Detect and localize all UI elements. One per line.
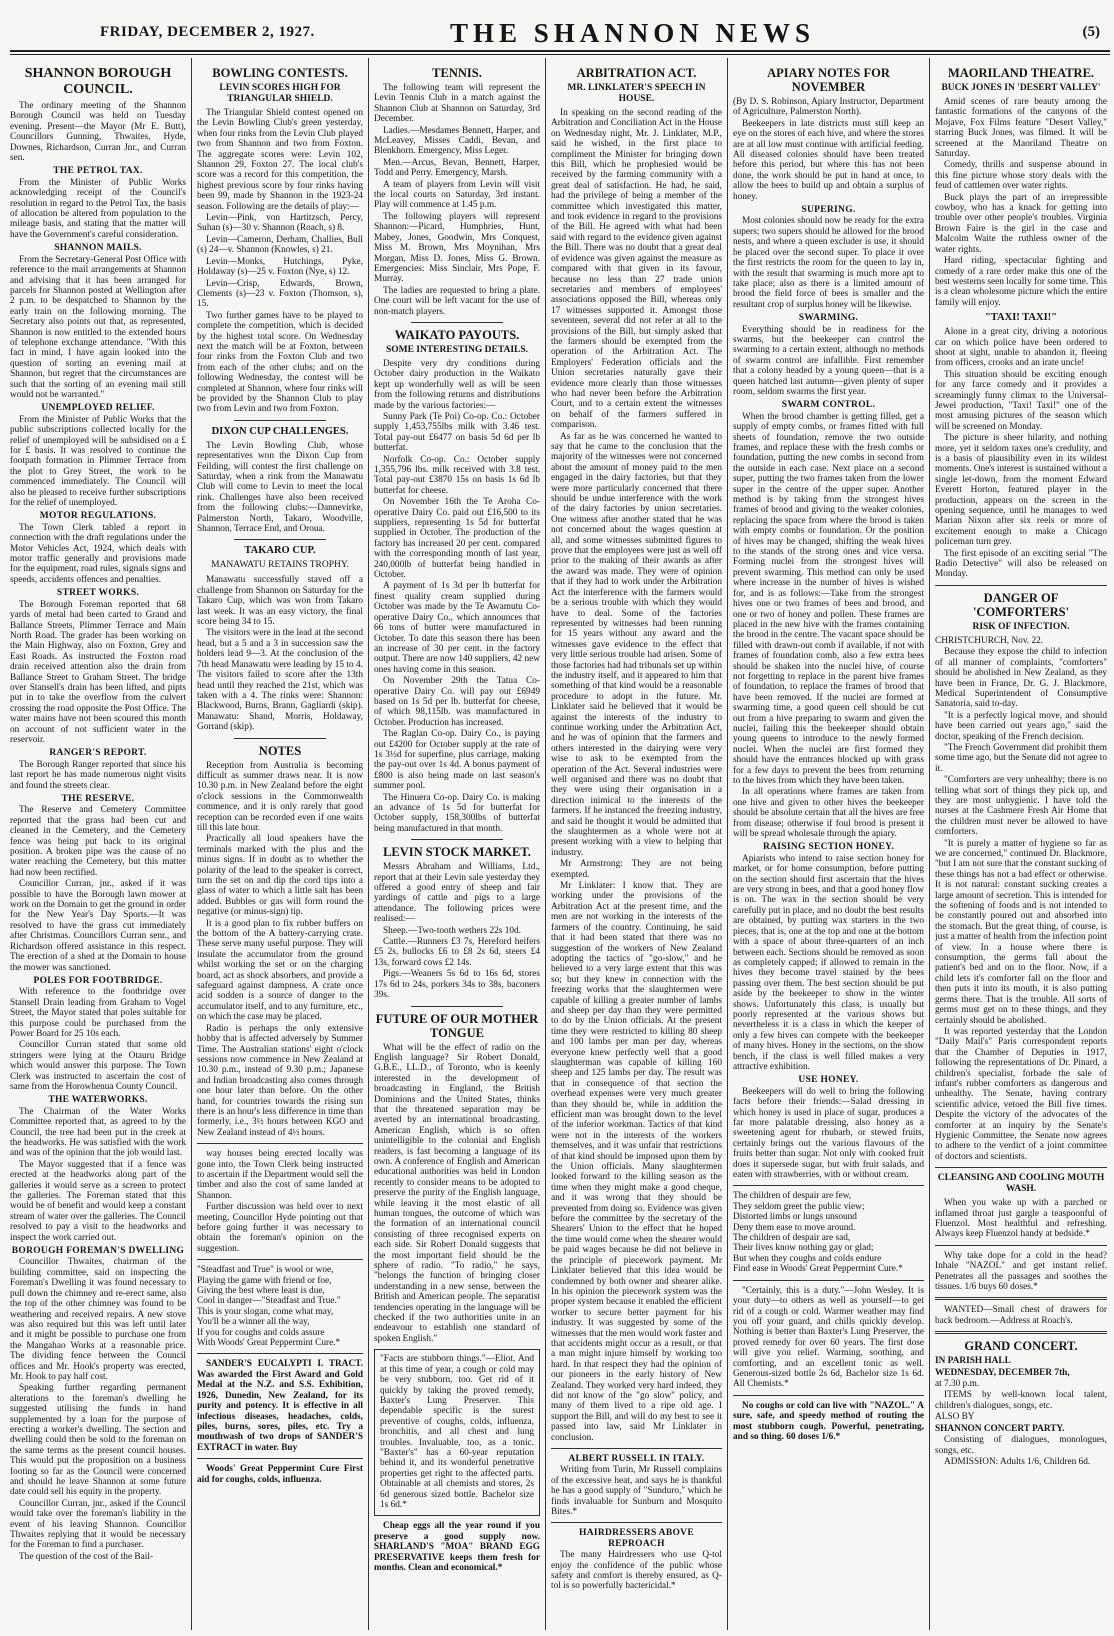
paragraph: The Town Clerk tabled a report in connection with the draft regulations under the Motor Vehicles Act, 1924, which deals with motor traffic generally and provisions made for the equipment, road rules, signals signs and speeds, accidents offences and penalties. xyxy=(10,522,186,585)
paragraph: From the Minister of Public Works acknowledging receipt of the Council's resolution in regard to the Petrol Tax, the basis of allocation be altered from population to the mileage basis, and stating that the matter will have the Government's careful consideration. xyxy=(10,177,186,240)
paragraph: On November 16th the Te Aroha Co-operative Dairy Co. paid out £16,500 to its suppliers, representing 1s 5d for butterfat supplied in October. The production of the factory has increased 20 per cent. compared with the corresponding month of last year, 240,000lb of butterfat being handled in October. xyxy=(374,497,540,581)
verse-line: You'll be a winner all the way, xyxy=(197,1317,310,1328)
paragraph: The Borough Ranger reported that since his last report he has made numerous night visits and found the streets clear. xyxy=(10,759,186,791)
paragraph: The ordinary meeting of the Shannon Borough Council was held on Tuesday evening. Present—the Mayor (Mr E. Butt), Councillors Gunning, Thwaites, Hyde, Downes, Richardson, Curran Jnr., and Curran sen. xyxy=(10,101,186,164)
section-heading: "TAXI! TAXI!" xyxy=(984,312,1058,324)
verse-line: They seldom greet the public view; xyxy=(733,1201,865,1212)
paragraph: Councillor Curran, jnr., asked if it was possible to have the Borough lawn mower at work on the Domain to get the ground in order for the New Year's Day Sports.—It was resolved to have the grass cut immediately after Christmas. Councillors Curran senr., and Richardson offered assistance in this respect. The erection of a shed at the Domain to house the mower was sanctioned. xyxy=(10,879,186,973)
paragraph: Radio is perhaps the only extensive hobby that is affected adversely by Summer Time. The Australian stations' eight o'clock sessions now commence in New Zealand at 10.30 p.m., instead of 9.30 p.m.; Japanese and Indian broadcasting also comes through one hour later than before. On the other hand, for countries towards the rising sun there is an hour's less difference in time than formerly, i.e., 3½ hours between KGO and New Zealand instead of 4½ hours. xyxy=(197,1023,363,1138)
section-heading: TAKARO CUP. xyxy=(244,545,316,557)
paragraph: Sunny Park (Te Poi) Co-op. Co.: October supply 1,453,755lbs milk with 3.46 test. Total pay-out £6477 on basis 5d 6d per lb butterfat. xyxy=(374,411,540,454)
column-rule xyxy=(727,58,728,1630)
paragraph: "Comforters are very unhealthy; there is no telling what sort of things they pick up, and they are most unhygienic. I have told the nurses at the Cashmere Fresh Air Home that the children must never be allowed to have comforters. xyxy=(935,775,1107,838)
verse-line: The children of despair are sad, xyxy=(733,1233,851,1244)
paragraph: Sheep.—Two-tooth wethers 22s 10d. xyxy=(383,925,522,936)
paragraph: Levin—Pink, von Hartitzsch, Percy, Suhan (s)—30 v. Shannon (Roach, s) 8. xyxy=(197,213,363,234)
column-rule xyxy=(929,58,930,1630)
paragraph: Levin—Cameron, Derham, Challies, Bull (s) 24—v. Shannon (Knowles, s) 21. xyxy=(197,234,363,256)
article-title: BOWLING CONTESTS. xyxy=(212,66,348,80)
paragraph: Alone in a great city, driving a notorious car on which police have been ordered to shoot at sight, unable to abandon it, fleeing from officers, crooks and an irate uncle! xyxy=(935,327,1107,369)
advert-text: No coughs or cold can live with "NAZOL." A sure, safe, and speedy method of routing the most stubborn cough. Powerful, penetrating, and so thing. 60 doses 1/6.* xyxy=(733,1400,924,1442)
section-heading: SWARM CONTROL. xyxy=(781,400,876,411)
concert-line: IN PARISH HALL xyxy=(935,1356,1011,1367)
paragraph: The visitors were in the lead at the second head, but a 5 and a 3 in succession saw the holders lead 9—3. At the conclusion of the 7th head Manawatu were leading by 15 to 4. The visitors failed to score after the 13th head until they reached the 21st, which was taken with a 4. The rinks were: Shannon: Blackwood, Burns, Brann, Gagliardi (skip). Manawatu: Shand, Morris, Holdaway, Gorrand (skip). xyxy=(197,628,363,733)
paragraph: Amid scenes of rare beauty among the fantastic formations of the canyons of the Mojave, Fox Films feature "Desert Valley," starring Buck Jones, was filmed. It will be screened at the Maoriland Theatre on Saturday. xyxy=(935,97,1107,160)
article-title: LEVIN STOCK MARKET. xyxy=(383,845,531,860)
paragraph: A team of players from Levin will visit the local courts on Saturday, 3rd instant. Play will commence at 1.45 p.m. xyxy=(374,179,540,211)
paragraph: The question of the cost of the Bail- xyxy=(19,1551,153,1562)
section-heading: RANGER'S REPORT. xyxy=(49,748,147,759)
paragraph: Hard riding, spectacular fighting and comedy of a rare order make this one of the best westerns seen locally for some time. This is a clean wholesome picture which the entire family will enjoy. xyxy=(935,256,1107,308)
paragraph: Writing from Turin, Mr Russell complains of the excessive heat, and says he is thankful he has a good supply of "Sunduro," which he finds invaluable for Sunburn and Mosquito Bites.* xyxy=(551,1465,722,1518)
paragraph: Ladies.—Mesdames Bennett, Harper, and McLeavey, Misses Caddi, Bevan, and Blenkhorn. Emergency, Miss Leger. xyxy=(374,125,540,157)
paragraph: Cattle.—Runners £3 7s, Hereford heifers £5 2s, bullocks £6 to £8 2s 6d, steers £4 13s, forward cows £2 14s. xyxy=(374,937,540,968)
paragraph: The ladies are requested to bring a plate. One court will be left vacant for the use of non-match players. xyxy=(374,285,540,317)
section-heading: BOROUGH FOREMAN'S DWELLING xyxy=(11,1246,185,1257)
paragraph: This situation should be exciting enough for any farce comedy and it provides a screamingly funny climax to the Universal-Jewel production, "Taxi! Taxi!" one of the most amusing pictures of the season which will be screened on Monday. xyxy=(935,369,1107,432)
section-heading: RAISING SECTION HONEY. xyxy=(762,842,895,853)
paragraph: Men.—Arcus, Bevan, Bennett, Harper, Todd and Perry. Emergency, Marsh. xyxy=(374,157,540,179)
section-heading: HAIRDRESSERS ABOVE REPROACH xyxy=(579,1528,694,1549)
paragraph: The Triangular Shield contest opened on the Levin Bowling Club's green yesterday, when four rinks from the Levin Club played two from Shannon and two from Foxton. The aggregate scores were: Levin 102, Shannon 29, Foxton 27. The local club's score was a record for this competition, the highest previous score by four rinks having been 99, made by Shannon in the 1923-24 season. Following are the details of play:— xyxy=(197,108,363,212)
column-5 xyxy=(733,62,924,1628)
section-heading: MOTOR REGULATIONS. xyxy=(39,511,157,522)
verse-line: Find ease in Woods' Great Peppermint Cure.* xyxy=(733,1264,903,1275)
verse-line: With Woods' Great Peppermint Cure.* xyxy=(197,1338,341,1349)
column-rule xyxy=(368,58,369,1630)
paragraph: Pigs.—Weaners 5s 6d to 16s 6d, stores 17s 6d to 24s, porkers 34s to 38s, baconers 39s. xyxy=(374,969,540,1001)
concert-line: at 7.30 p.m. xyxy=(935,1379,980,1390)
section-heading: ALBERT RUSSELL IN ITALY. xyxy=(568,1454,705,1464)
verse-line: Cool in danger—"Steadfast and True." xyxy=(197,1296,341,1307)
paragraph: ITEMS by well-known local talent, children's dialogues, songs, etc. xyxy=(935,1390,1107,1411)
paragraph: Mr Linklater: I know that. They are working under the provisions of the Arbitration Act at the present time, and the men are not working in the interests of the farmers of the country. Continuing, he said that it had been stated that there was no suggestion of the workers of New Zealand adopting the tactics of "go-slow," and he believed to a very large extent that this was so; but they knew in connection with the freezing works that the slaughtermen were capable of killing a greater number of lambs and sheep per day than they were permitted to do by the Union officials. At the present time they were restricted to killing 80 sheep and 100 lambs per man per day, whereas everyone knew perfectly well that a good slaughterman was capable of killing 160 sheep and 125 lambs per day. The result was that in consequence of that section the overhead expenses were very much greater than they should be, while in addition the efficient man was brought down to the level of the inferior workman. Tactics of that kind were not in the interests of the workers themselves, and it was unfair that restrictions of that kind should be imposed upon them by the Union officials. Many slaughtermen looked forward to the killing season as the time when they might make a good cheque, and it was wrong that they should be prevented from doing so. Evidence was given before the committee by the secretary of the Shearers' Union to the effect that he hoped the time would come when the shearer would be paid wages because he did not believe in the principle of piecework payment. Mr Linklater believed that this idea would be condemned by both owner and shearer alike. In his opinion the piecework system was the proper system because it enabled the efficient worker to secure better payment for his industry. It was suggested by some of the witnesses that the men would work faster and that accidents might occur as a result, or that a man might injure himself by working too hard. In that respect they had the opinion of our pioneers in the early history of New Zealand. They worked very hard indeed, they did not know of the "go slow" policy, and many of them lived to a ripe old age. I support the Bill, and will do my best to see it passed into law, said Mr Linklater in conclusion. xyxy=(551,881,722,1443)
paragraph: Manawatu successfully staved off a challenge from Shannon on Saturday for the Takaro Cup, which was won from Takaro last week. It was an easy victory, the final score being 34 to 15. xyxy=(197,575,363,628)
section-heading: SUPERING. xyxy=(801,205,856,216)
column-rule xyxy=(191,58,192,1630)
section-heading: STREET WORKS. xyxy=(56,588,140,599)
paragraph: Levin—Crisp, Edwards, Brown, Clements (s)—23 v. Foxton (Thomson, s), 15. xyxy=(197,278,363,310)
page-number: (5) xyxy=(1082,24,1100,40)
paragraph: With reference to the footbridge over Stansell Drain leading from Graham to Vogel Street, the Mayor stated that poles suitable for this purpose could be purchased from the Power Board for 25 10s each. xyxy=(10,987,186,1039)
verse-line: "Steadfast and True" is wool or woe, xyxy=(197,1265,334,1276)
paragraph: Comedy, thrills and suspense abound in this fine picture whose story deals with the feud of cattlemen over water rights. xyxy=(935,160,1107,192)
column-1 xyxy=(10,62,186,1628)
section-heading: POLES FOR FOOTBRIDGE. xyxy=(33,975,163,986)
paragraph: Levin—Monks, Hutchings, Pyke, Holdaway (s)—25 v. Foxton (Nye, s) 12. xyxy=(197,256,363,278)
paragraph: The Borough Foreman reported that 68 yards of metal had been carted to Grand and Ballance Streets, Plimmer Terrace and Main North Road. The grader has been working on the Main Highway, also on Foxton, Grey and East Roads. As instructed the Foxton road drain received attention also the drain from Ballance Street to Graham Street. The bridge over Stansell's drain has been lifted, and pipts put in to take the overflow from the culvert crossing the road opposite the Post Office. The water mains have not been scoured this month on account of not sufficient water in the reservoir. xyxy=(10,599,186,745)
advert-text: "Facts are stubborn things."—Eliot. And at this time of year, a cough or cold may be very stubborn, too. Get rid of it quickly by taking the proved remedy, Baxter's Lung Preserver. This dependable specific is the surest preventive of coughs, colds, influenza, bronchitis, and all chest and lung troubles. Invaluable, too, as a tonic. "Baxter's" has a 60-year reputation behind it, and its wonderful penetrative properties get right to the affected parts. Obtainable at all chemists and stores, 2s 6d generous sized bottle. Bachelor size 1s 6d.* xyxy=(380,1354,534,1510)
concert-line: ALSO BY xyxy=(935,1412,975,1423)
section-heading: THE WATERWORKS. xyxy=(48,1095,148,1106)
column-rule xyxy=(545,58,546,1630)
paragraph: When the brood chamber is getting filled, get a supply of empty combs, or frames fitted with full sheets of foundation, remove the two outside frames, and replace these with the fresh combs or foundation, putting the new combs in second from the outside in each case. Next place on a second super, putting the two frames taken from the lower super in the centre of the upper super. Another method is by taking from the strongest hives frames of brood and giving to the weaker colonies, replacing the space from where the brood is taken with empty combs or foundation. Or the position of hives may be changed, shifting the weak hives to the stands of the strong ones and vice versa. Forming nuclei from the strongest hives will prevent swarming. This method can only be used where increase in the number of hives is wished for, and is as follows:—Take from the strongest hives one or two frames of bees and brood, and one or two of honey and pollen. These frames are placed in the new hive with the frames containing the brood in the centre. The vacant space should be filled with drawn-out comb if available, if not with frames of foundation comb, also a few extra bees should be shaken into the nuclei hive, of course not forgetting to replace in the parent hive frames of foundation, to replace the frames of brood that have been removed. If the nuclei are formed at swarming time, a good queen cell should be cut out from a hive preparing to swarm and given the nuclei, failing this the beekeeper should obtain young queens to introduce to the newly formed nuclei. When the nuclei are first formed they should have the entrances blocked up with grass for a few days to prevent the bees from returning to the hives from which they have been taken. xyxy=(733,411,924,786)
paragraph: Despite very dry conditions during October dairy production in the Waikato kept up wonderfully well as will be seen from the following returns and distributions made by the various factories:— xyxy=(374,358,540,411)
advert-verse xyxy=(197,1265,363,1348)
article-title: TENNIS. xyxy=(432,66,482,80)
paragraph: Apiarists who intend to raise section honey for market, or for home consumption, before putting on the section should first ascertain that the hives are very strong in bees, and that a good honey flow is on. The wax in the section should be very carefully put in place, and no doubt the best results are obtained, by putting wax starters in the two pieces, that is, one at the top and one at the bottom with a space of about three-quarters of an inch between each. Sections should be removed as soon as completely capped; if allowed to remain in the hives they become travel stained by the bees passing over them. The best section should be put aside by the beekeeper to show in the winter shows. Unfortunately this class, is usually but poorly represented at the various shows but nevertheless it is a class in which the keeper of only a few hives can compete with the beekeeper of many hives. Honey in the sections, on the show bench, if the class is well filled makes a very attractive exhibition. xyxy=(733,853,924,1072)
concert-title: GRAND CONCERT. xyxy=(964,1339,1078,1354)
dateline: CHRISTCHURCH, Nov. 22. xyxy=(935,635,1044,646)
advert-box xyxy=(374,1349,540,1516)
paragraph: way houses being erected locally was gone into, the Town Clerk being instructed to ascertain if the Department would sell the timber and also the cost of same landed at Shannon. xyxy=(197,1149,363,1201)
paragraph: The Reserve and Cemetery Committee reported that the grass had been cut and cleaned in the Cemetery, and the Cemetery fence was being put back to its original position. A broken pipe was the cause of no water reaching the Cemetery, but this matter had now been rectified. xyxy=(10,805,186,878)
paragraph: Reception from Australia is becoming difficult as summer draws near. It is now 10.30 p.m. in New Zealand before the eight o'clock sessions in the Commonwealth commence, and it is only rarely that good reception can be recorded even if one waits till this late hour. xyxy=(197,760,363,833)
article-title: APIARY NOTES FOR NOVEMBER xyxy=(767,66,890,94)
byline: (By D. S. Robinson, Apiary Instructor, Department of Agriculture, Palmerston North). xyxy=(733,97,924,118)
section-heading: UNEMPLOYED RELIEF. xyxy=(41,403,155,414)
paragraph: The Hinuera Co-op. Dairy Co. is making an advance of 1s 5d for butterfat for October supply, 158,300lbs of butterfat being manufactured in that month. xyxy=(374,792,540,834)
classified-ad: WANTED—Small chest of drawers for back bedroom.—Address at Roach's. xyxy=(935,1305,1107,1326)
paragraph: On November 29th the Tatua Co-operative Dairy Co. will pay out £6949 based on 1s 5d per lb. butterfat for cheese, of which 98,115lb. was manufactured in October. Production has increased. xyxy=(374,676,540,728)
advert-text: "Certainly, this is a duty."—John Wesley. It is your duty—to others as well as yourself—to get rid of a cough or cold. Warmer weather may find you off your guard, and chills quickly develop. Nothing is better than Baxter's Lung Preserver, the proved remedy for over 60 years. The first dose will give you relief. Warming, soothing, and comforting, and an excellent tonic as well. Generous-sized bottle 2s 6d, Bachelor size 1s 6d. All Chemists.* xyxy=(733,1285,924,1390)
paragraph: Consisting of dialogues, monologues, songs, etc. xyxy=(935,1435,1107,1456)
verse-line: The children of despair are few, xyxy=(733,1191,852,1202)
verse-line: Playing the game with friend or foe, xyxy=(197,1275,332,1286)
verse-line: This is your slogan, come what may, xyxy=(197,1306,334,1317)
paragraph: "It is purely a matter of hygiene so far as we are concerned," continued Dr. Blackmore, "but I am not sure that the constant sucking of these things has not a bad effect or otherwise. It is not natural: constant sucking creates a large amount of secretion. This is intended for the softening of foods and is not intended to be constantly poured out and absorbed into the stomach. But the great thing, of course, is just a matter of health from the infection point of view. In a house where there is consumption, the germs fall about the patient's bed and on to the floor. Now, if a child lets it's comforter fall on the floor and then puts it into its mouth, it is also putting germs there. That is the trouble. All sorts of germs must get on to these things, and they certainly should be abolished. xyxy=(935,838,1107,1026)
paragraph: Because they expose the child to infection of all manner of complaints, "comforters" should be abolished in New Zealand, as they have been in France, Dr. G. J. Blackmore, Medical Superintendent of Consumptive Sanatoria, said to-day. xyxy=(935,647,1107,710)
section-heading: CLEANSING AND COOLING MOUTH WASH. xyxy=(937,1173,1105,1195)
paragraph: Buck plays the part of an irrepressible cowboy, who has a knack for getting into trouble over other people's troubles. Virginia Brown Faire is the girl in the case and Malcolm Waite the ruthless owner of the water rights. xyxy=(935,192,1107,255)
article-subtitle: RISK OF INFECTION. xyxy=(972,621,1070,632)
section-subtitle: MANAWATU RETAINS TROPHY. xyxy=(211,560,349,571)
advert-text: Woods' Great Peppermint Cure First aid for coughs, colds, influenza. xyxy=(197,1464,363,1485)
verse-line: But when they coughs and colds endure xyxy=(733,1253,882,1264)
paragraph: Councillor Curran, jnr., asked if the Council would take over the foreman's liability in the event of his leaving Shannon. Councillor Thwaites replying that it would be necessary for the Foreman to find a purchaser. xyxy=(10,1498,186,1551)
section-heading: SWARMING. xyxy=(798,313,859,324)
paragraph: ADMISSION: Adults 1/6, Children 6d. xyxy=(944,1456,1091,1467)
paragraph: Councillor Thwaites, chairman of the building committee, said on inspecting the Foreman's Dwelling it was found necessary to pull down the chimney and re-erect same, also the top of the other chimney was found to be weathering and received repairs. A new stove was also required but this was left until later and it might be possible to purchase one from the Mangahao Works at a reasonable price. The dividing fence between the Council offices and Mr. Hook's property was erected, Mr. Hook to pay half cost. xyxy=(10,1257,186,1382)
verse-line: Distorted limbs or lungs unsound xyxy=(733,1212,857,1223)
paragraph: Beekeepers in late districts must still keep an eye on the stores of each hive, and where the stores are at all low must continue with artificial feeding. All diseased colonies should have been treated before this period, but where this has not been done, the work should be put in hand at once, to allow the bees to build up and obtain a surplus of honey. xyxy=(733,118,924,202)
section-heading: THE RESERVE. xyxy=(61,794,135,804)
column-6 xyxy=(935,62,1107,1628)
paragraph: In all operations where frames are taken from one hive and given to other hives the beekeeper should be absolute certain that all the hives are free from disease; otherwise if foul brood is present it will be spread wholesale through the apiary. xyxy=(733,787,924,840)
paragraph: The following team will represent the Levin Tennis Club in a match against the Shannon Club at Shannon on Saturday, 3rd December. xyxy=(374,83,540,125)
newspaper-title: THE SHANNON NEWS xyxy=(450,18,816,48)
paragraph: Councillor Curran stated that some old stringers were lying at the Otauru Bridge which would answer this purpose. The Town Clerk was instructed to ascertain the cost of same from the Horowhenua County Council. xyxy=(10,1040,186,1092)
paragraph: Everything should be in readiness for the swarms, but the beekeeper can control the swarming to a certain extent, although no methods of swarm control are infallible. First remember that a colony headed by a young queen—that is a queen hatched last autumn—given plenty of super room, seldom swarms the first year. xyxy=(733,324,924,397)
article-subtitle: MR. LINKLATER'S SPEECH IN HOUSE. xyxy=(567,83,706,104)
column-4 xyxy=(551,62,722,1628)
article-subtitle: LEVIN SCORES HIGH FOR TRIANGULAR SHIELD. xyxy=(219,83,341,104)
paragraph: Further discussion was held over to next meeting, Councillor Hyde pointing out that before going further it was necessary to obtain the foreman's opinion on the suggestion. xyxy=(197,1202,363,1254)
issue-date: FRIDAY, DECEMBER 2, 1927. xyxy=(100,24,315,40)
paragraph: Speaking further regarding permanent alterations to the foreman's dwelling he suggested utilising the funds in hand supplemented by a loan for the purpose of erecting a worker's dwelling. The section and dwelling could then be sold to the foreman on the same terms as the present council houses. This would put the proposition on a business footing so far as the Council were concerned and should he leave Shannon at some future date could sell his equity in the property. xyxy=(10,1383,186,1498)
paragraph: It is a good plan to fix rubber buffers on the bottom of the A battery-carrying crate. These serve many useful purpose. They will insulate the accumulator from the ground whilst working the set or on the charging board, act as shock absorbers, and provide a safeguard against dampness. A crate once acid sodden is a source of danger to the accumulator itself, and to any furniture, etc., on which the case may be placed. xyxy=(197,918,363,1023)
paragraph: "It is a perfectly logical move, and should have been carried out years ago," said the doctor, speaking of the French decision. xyxy=(935,710,1107,742)
masthead-rule-thin xyxy=(10,54,1110,55)
paragraph: From the Secretary-General Post Office with reference to the mail arrangements at Shannon and advising that it has been arranged for parcels for Shannon posted at Wellington after 2 p.m. to be despatched to Shannon by the early train on the following morning. The Secretary also points out that, as represented, Shannon is now entitled to the extended hours of telephone exchange attendance. "With this fact in mind, I have again looked into the question of sorting an evening mail at Shannon, but regret that the circumstances are such that the sorting of an evening mail still would not be warranted." xyxy=(10,254,186,400)
paragraph: The Chairman of the Water Works Committee reported that, as agreed to by the Council, the tree had been put in the creek at the headworks. He was satisfied with the work and was of the opinion that the job would last. xyxy=(10,1106,186,1159)
paragraph: Beekeepers will do well to bring the following facts before their friends:—Salad dressing in which honey is used in place of sugar, produces a far more palatable dressing, also honey as a sweetening agent for rhubarb, or stewed fruits, certainly brings out the various flavours of the fruits better than sugar. Not only with cooked fruit does it supersede sugar, but with fruit salads, and eaten with strawberries, with or without cream. xyxy=(733,1086,924,1181)
paragraph: Two further games have to be played to complete the competition, which is decided by the highest total score. On Wednesday next the match will be at Foxton, between four rinks from the Foxton Club and two from each of the other clubs; and on the following Wednesday, the contest will be completed at Shannon, where four rinks will be provided by the Shannon Club to play two from Levin and two from Foxton. xyxy=(197,310,363,415)
paragraph: "The French Government did prohibit them some time ago, but the Senate did not agree to it. xyxy=(935,742,1107,774)
advert-text: SANDER'S EUCALYPTI I. TRACT. Was awarded the First Award and Gold Medal at the N.Z. and S.S. Exhibition, 1926, Dunedin, New Zealand, for its purity and potency. It is effective in all infectious diseases, headaches, colds, piles, burns, sores, piles, etc. Try a mouthwash of two drops of SANDER'S EXTRACT in water. Buy xyxy=(197,1359,363,1453)
advert-verse xyxy=(733,1191,924,1274)
masthead-rule xyxy=(10,50,1110,52)
section-heading: DIXON CUP CHALLENGES. xyxy=(211,425,349,437)
concert-line: SHANNON CONCERT PARTY. xyxy=(935,1423,1065,1434)
verse-line: Their lives know nothing gay or glad; xyxy=(733,1243,874,1254)
paragraph: The Mayor suggested that if a fence was erected at the headworks along part of the galleries it would serve as a screen to protect the galleries. The Foreman stated that this would be of benefit and would keep a constant stream of water over the galleries. The Council resolved to pay a visit to the headworks and inspect the work carried out. xyxy=(10,1159,186,1243)
article-title: FUTURE OF OUR MOTHER TONGUE xyxy=(375,1011,539,1040)
article-title: DANGER OF 'COMFORTERS' xyxy=(972,590,1070,619)
paragraph: The many Hairdressers who use Q-tol enjoy the confidence of the public whose safety and comfort is thereby ensured, as Q-tol is so powerfully bactericidal.* xyxy=(551,1550,722,1592)
section-heading: SHANNON MAILS. xyxy=(54,243,142,254)
paragraph: The Raglan Co-op. Dairy Co., is paying out £4200 for October supply at the rate of 1s 3½d for superfine, plus carriage, making the pay-out over 1s 4d. A bonus payment of £800 is also being made on last season's summer pool. xyxy=(374,729,540,792)
advert-text: Why take dope for a cold in the head? Inhale "NAZOL" and get instant relief. Penetrates all the passages and soothes the tissues. 1/6 buys 60 doses.* xyxy=(935,1250,1107,1293)
section-heading: NOTES xyxy=(258,743,302,758)
article-title: WAIKATO PAYOUTS. xyxy=(394,327,520,342)
concert-line: WEDNESDAY, DECEMBER 7th, xyxy=(935,1367,1070,1378)
article-subtitle: SOME INTERESTING DETAILS. xyxy=(385,344,529,355)
paragraph: A payment of 1s 3d per lb butterfat for finest quality cream supplied during October was made by the Te Awamutu Co-operative Dairy Co., which announces that 66 tons of butter were manufactured in October. To date this season there has been an increase of 30 per cent. in the factory output. There are now 140 suppliers, 42 new ones having come in this season. xyxy=(374,581,540,675)
article-title: MAORILAND THEATRE. xyxy=(947,66,1095,80)
paragraph: In speaking on the second reading of the Arbitration and Conciliation Act in the House on Wednesday night, Mr. J. Linklater, M.P., said he wished, in the first place to compliment the Minister for bringing down this Bill, which he prophesied would be received by the farming community with a great deal of satisfaction. He had, he said, had the privilege of being a member of the committee which investigated this matter, and took evidence in regard to the provisions of the Bill. He agreed with what had been said with regard to the evidence given against the Bill. There was no doubt that a great deal of evidence was given against the measure as compared with that given in its favour, because no less than 27 trade union secretaries and members of employees' associations opposed the Bill, whereas only 17 witnesses supported it. Amongst those seventeen, several did not refer at all to the provisions of the Bill, but simply asked that the farmers should be exempted from the operation of the Arbitration Act. The Employers' Federation officials and the Union secretaries naturally gave their evidence more clearly than those witnesses who had never been before the Arbitration Court, and to a certain extent the witnesses on behalf of the farmers suffered in comparison. xyxy=(551,108,722,431)
paragraph: Practically all loud speakers have the terminals marked with the plus and the minus signs. If in doubt as to whether the polarity of the lead to the speaker is correct, turn the set on and dip the cord tips into a glass of water to which a little salt has been added. Bubbles or gas will form round the negative (or minus-sign) tip. xyxy=(197,834,363,918)
masthead xyxy=(100,20,1100,46)
paragraph: As far as he was concerned he wanted to say that he came to the conclusion that the majority of the witnesses were not concerned about the amount of money paid to the men engaged in the dairy factories, but that they were more particularly concerned that there should be undue interference with the work of the dairy factories by union secretaries. One witness after another stated that he was not concerned about the wages question at all, and some witnesses submitted figures to prove that the employees were just as well off prior to the making of their awards as after the award was made. They were of opinion that if they had to work under the Arbitration Act the interference with the farmers would be a serious trouble with which they would have to deal. Some of the factories represented by witnesses had been running for 15 years without any award and the witnesses gave evidence to the effect that very little serious trouble had arisen. Some of those factories had had tribunals set up within the industry itself, and it appeared to him that something of that kind would be a reasonable procedure to adopt in the future. Mr. Linklater said he believed that it would be against the interests of the industry to continue working under the Arbitration Act, and he was of opinion that the farmers and others interested in the dairying were very wise to ask to be exempted from the operation of the Act. Several industries were well organised and there was no doubt that they were using their organisation in a direction inimical to the interests of the farmers. If he instanced the freezing industry, and said he thought it would be admitted that the slaughtermen as a whole were not at present working with a view to helping that industry. xyxy=(551,431,722,858)
verse-line: If you for coughs and colds assure xyxy=(197,1327,325,1338)
article-title: ARBITRATION ACT. xyxy=(576,66,697,80)
paragraph: What will be the effect of radio on the English language? Sir Robert Donald, G.B.E., LL.D., of Toronto, who is keenly interested in the development of broadcasting in England, the British Dominions and the United States, thinks that the threatened separation may be averted by an international broadcasting. American English, which is so often unintelligible to the colonial and English readers, is fast becoming a language of its own. A conference of English and American educational authorities was held in London recently to consider means to be adopted to preserve the purity of the English language, while leaving it the most elastic of all human tongues, the outcome of which was the formation of an international council consisting of three recognised experts on each side. Sir Robert Donald suggests that the most important field should be the sphere of radio. "To radio," he says, "belongs the function of bringing closer understanding in a new sense, between the British and American people. The separatist tendencies operating in the language will be checked if the two authorities unite in an endeavour to establish one standard of spoken English." xyxy=(374,1042,540,1344)
paragraph: It was reported yesterday that the London "Daily Mail's" Paris correspondent reports that the Chamber of Deputies in 1917, following the representations of Dr. Pinard, a children's specialist, forbade the sale of infant's rubber comforters as dangerous and unhealthy. The Senate, having contrary scientific advice, vetoed the Bill five times. Despite the victory of the advocates of the comforter at an inquiry by the Senate's Hygienic Committee, the Senate now agrees to adhere to the verdict of a joint committee of doctors and scientists. xyxy=(935,1026,1107,1162)
section-heading: USE HONEY. xyxy=(798,1075,859,1086)
section-heading: THE PETROL TAX. xyxy=(53,166,143,177)
paragraph: Most colonies should now be ready for the extra supers; two supers should be allowed for the brood nests, and where a queen excluder is use, it should be placed over the second super. To place it over the first restricts the room for the queen to lay in, with the result that swarming is much more apt to take place; also as there is a limited amount of brood the field force of bees is smaller and the resultant crop of surplus honey will be likewise. xyxy=(733,216,924,310)
article-title: SHANNON BOROUGH COUNCIL. xyxy=(24,66,172,97)
verse-line: Deny them ease to move around. xyxy=(733,1222,856,1233)
paragraph: The picture is sheer hilarity, and nothing more, yet it seldom taxes one's credulity, and is a basis of plausibility even in its wildest moments. One's interest is sustained without a single let-down, from the moment Edward Everett Horton, featured player in the production, appears on the screen in the opening sequence, until he manages to wed Marian Nixon after six reels or more of excitement enough to make a Chicago policeman turn grey. xyxy=(935,433,1107,548)
paragraph: Messrs Abraham and Williams, Ltd., report that at their Levin sale yesterday they offered a good entry of sheep and fair yardings of cattle and pigs to a large attendance. The following prices were realised:— xyxy=(374,862,540,925)
paragraph: The Levin Bowling Club, whose representatives won the Dixon Cup from Feilding, will contest the first challenge on Saturday, when a rink from the Manawatu Club will come to Levin to meet the local rink. Challenges have also been received from the following clubs:—Dannevirke, Palmerston North, Takaro, Woodville, Shannon, Terrace End, and Oroua. xyxy=(197,440,363,535)
paragraph: From the Minister of Public Works that the public subscriptions collected locally for the relief of unemployed will be subsidised on a £ for £ basis. It was resolved to continue the footpath formation in Plimmer Terrace from the plot to Grey Street, the work to be commenced immediately. The Council will also be pleased to receive further subscriptions for the relief of unemployed. xyxy=(10,414,186,509)
column-2 xyxy=(197,62,363,1628)
paragraph: Norfolk Co-op. Co.: October supply 1,355,796 lbs. milk received with 3.8 test. Total pay-out £3870 15s on basis 1s 6d lb butterfat for cheese. xyxy=(374,454,540,496)
column-3 xyxy=(374,62,540,1628)
advert-text: When you wake up with a parched or inflamed throat just gargle a teaspoonful of Fluenzol. Most healthful and refreshing. Always keep Fluenzol handy at bedside.* xyxy=(935,1198,1107,1240)
advert-text: Cheap eggs all the year round if you preserve a good supply now. SHARLAND'S "MOA" BRAND EGG PRESERVATIVE keeps them fresh for months. Clean and economical.* xyxy=(374,1521,540,1573)
paragraph: Mr Armstrong: They are not being exempted. xyxy=(551,859,722,880)
verse-line: Giving the best where least is due, xyxy=(197,1286,325,1297)
paragraph: The following players will represent Shannon:—Picard, Humphries, Hunt, Mabey, Jones, Goodwin, Mrs Conquest, Miss M. Brown, Mrs Moynihan, Mrs Morgan, Miss D. Jones, Miss G. Brown. Emergencies: Miss Sinclair, Mrs Pope, F. Murray. xyxy=(374,211,540,285)
article-subtitle: BUCK JONES IN 'DESERT VALLEY' xyxy=(941,83,1101,93)
paragraph: The first episode of an exciting serial "The Radio Detective" will also be released on Monday. xyxy=(935,548,1107,580)
